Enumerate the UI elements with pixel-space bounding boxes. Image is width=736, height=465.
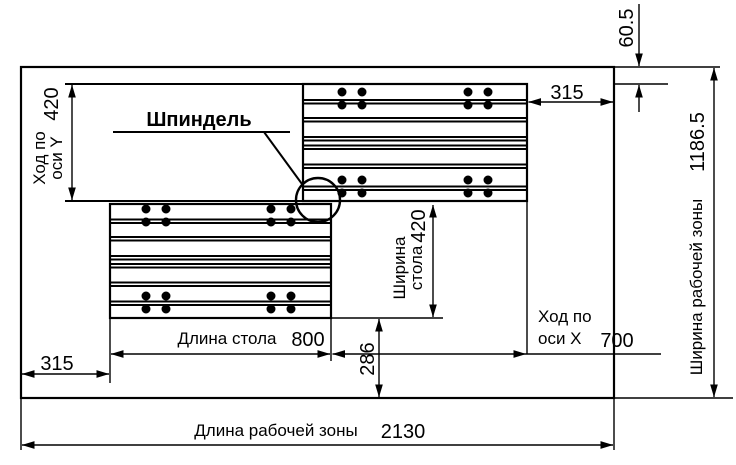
x-travel-value: 700 (600, 330, 634, 352)
dim-table-width (390, 205, 433, 317)
lower-table (110, 204, 331, 318)
spindle-leader (113, 132, 302, 184)
table-right-margin-value: 315 (550, 82, 584, 104)
upper-table (303, 84, 527, 201)
dim-table-length (110, 319, 331, 383)
table-bottom-offset-value: 286 (357, 342, 379, 376)
spindle-label: Шпиндель (146, 109, 252, 131)
dim-table-left-margin (22, 353, 109, 375)
upper-table-t-slot-lines (304, 100, 526, 190)
y-travel-value: 420 (41, 87, 63, 121)
table-length-label: Длина стола (177, 329, 277, 348)
table-width-label-line2: стола (407, 245, 426, 291)
upper-table-bolt-holes (342, 92, 488, 193)
table-width-label-line1: Ширина (390, 236, 409, 300)
y-travel-label-line2: оси Y (47, 136, 66, 180)
table-length-value: 800 (291, 329, 325, 351)
spindle-leader-diagonal (264, 132, 302, 184)
work-zone-length-label: Длина рабочей зоны (194, 421, 358, 440)
work-zone-length-value: 2130 (380, 421, 426, 443)
dim-work-zone-width (687, 68, 714, 397)
work-zone-width-value: 1186.5 (687, 112, 709, 172)
table-width-value: 420 (408, 209, 430, 243)
upper-table-outline (303, 84, 527, 201)
x-travel-label-line1: Ход по (538, 307, 592, 326)
dim-spindle-top-offset (614, 4, 668, 112)
dim-work-zone-length (22, 421, 613, 445)
dim-table-bottom-offset (332, 318, 443, 397)
spindle-top-offset-value: 60.5 (616, 8, 638, 48)
x-travel-label-line2: оси X (538, 329, 582, 348)
dim-y-travel (30, 85, 72, 200)
dim-table-right-margin (529, 82, 614, 104)
work-zone-width-label: Ширина рабочей зоны (687, 198, 706, 376)
y-travel-zone (65, 84, 527, 201)
dim-x-travel (333, 202, 662, 354)
y-travel-label-line1: Ход по (30, 131, 49, 185)
table-left-margin-value: 315 (40, 353, 74, 375)
